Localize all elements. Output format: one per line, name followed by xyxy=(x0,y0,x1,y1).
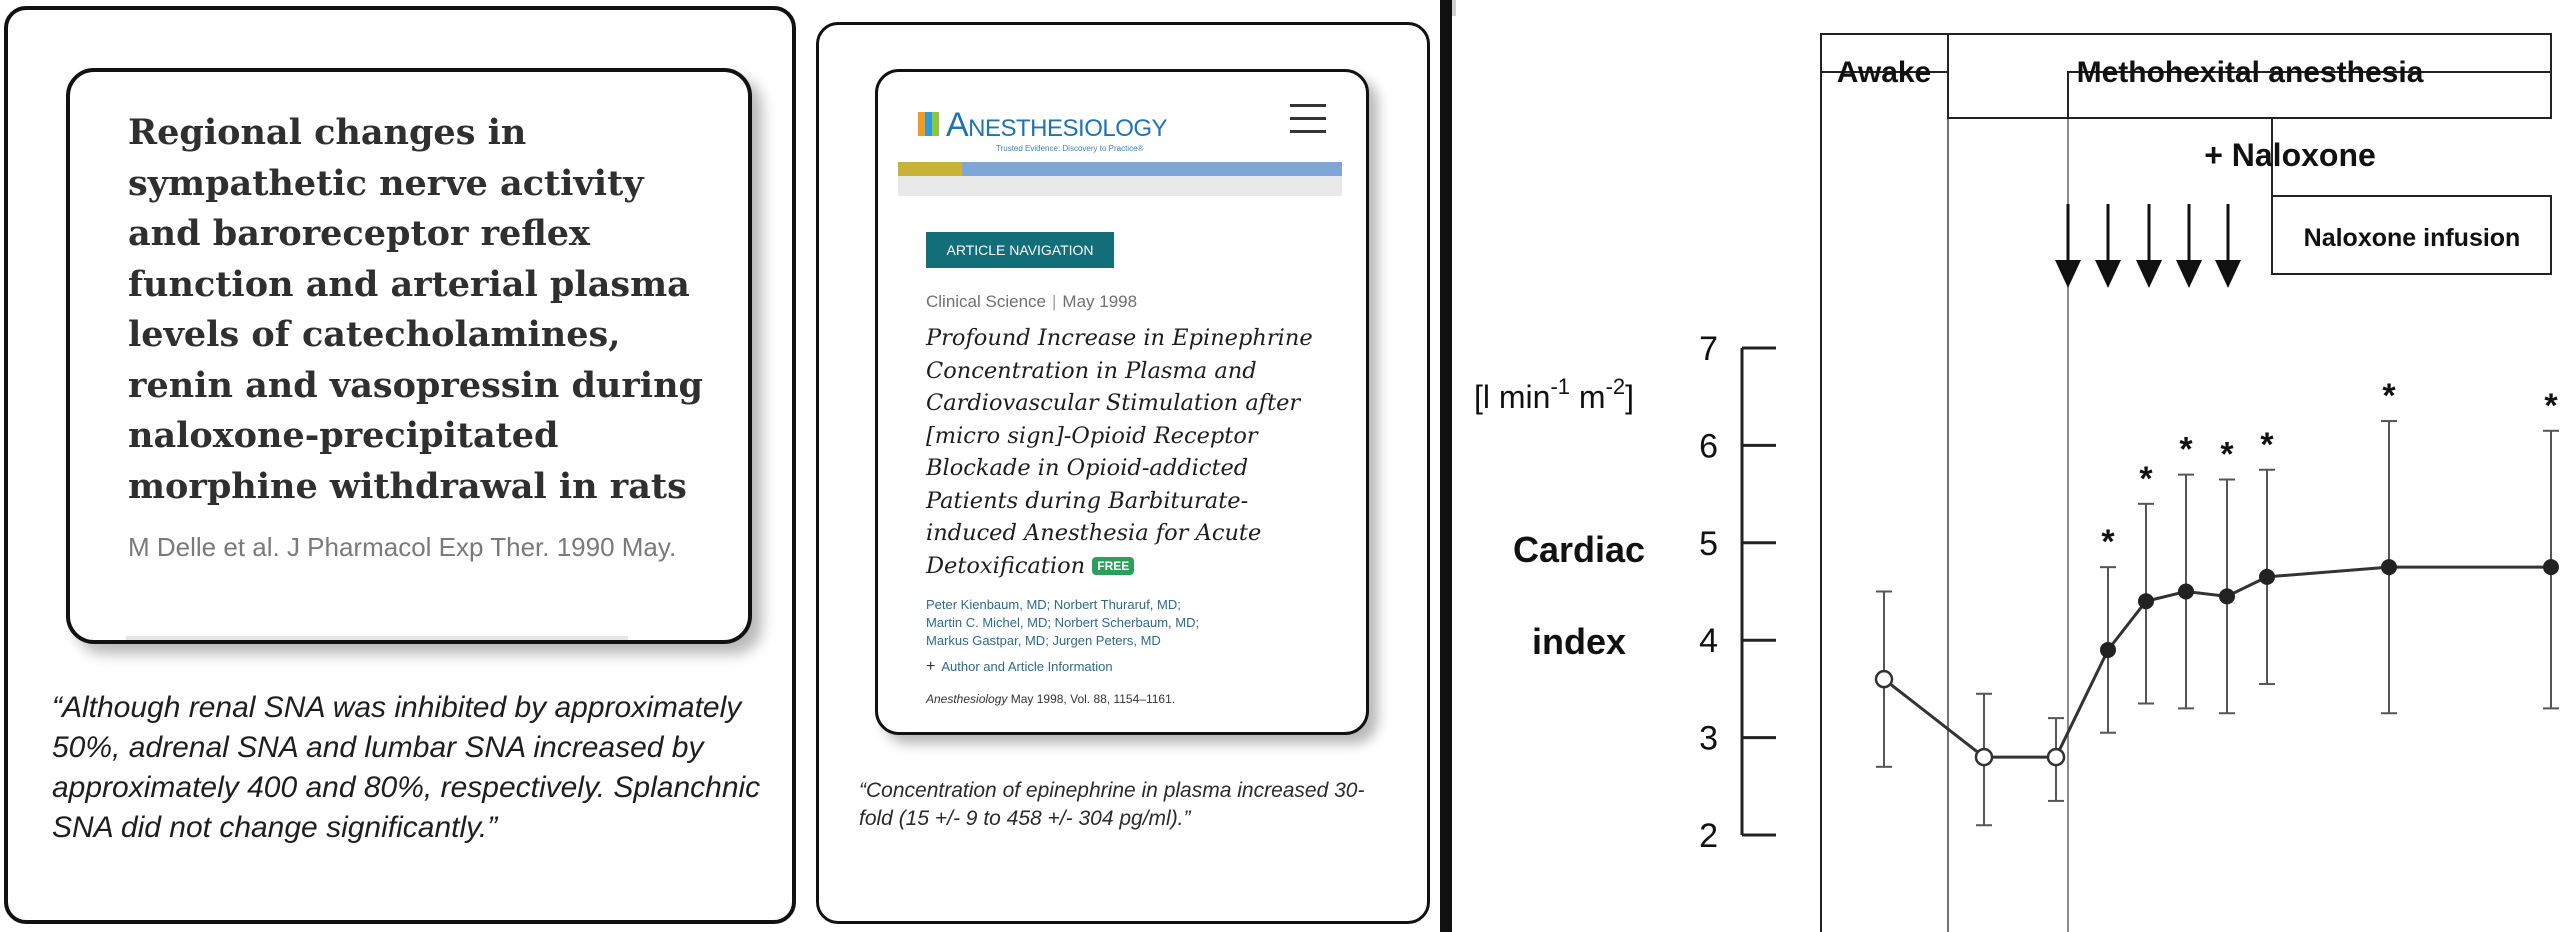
data-point xyxy=(2543,559,2559,575)
significance-marker: * xyxy=(2220,435,2234,474)
arrow-head xyxy=(2136,260,2162,288)
author-info-label: Author and Article Information xyxy=(941,659,1113,674)
significance-marker: * xyxy=(2260,425,2274,464)
phase-infusion-label: Naloxone infusion xyxy=(2303,224,2521,252)
journal-logo-icon xyxy=(918,112,940,136)
panel-divider xyxy=(1440,0,1452,932)
article-title[interactable] xyxy=(926,322,1326,582)
y-tick-label: 3 xyxy=(1699,719,1718,758)
data-point-open xyxy=(2048,749,2064,765)
y-axis-units: [l $\min^{-1} m^{-2}$] xyxy=(1474,374,1635,415)
cardiac-index-chart xyxy=(1456,0,2574,932)
significance-marker: * xyxy=(2139,459,2153,498)
author-info-toggle[interactable] xyxy=(926,658,1113,676)
article-title-text: Profound Increase in Epinephrine Concentration in Plasma and Cardiovascular Stimulation after [micro sign]-Opioid Receptor Blockade in Opioid-addicted Patients during Barbiturate-induced Anesthesia for Acute Detoxification xyxy=(926,325,1313,579)
naloxone-bolus-arrows xyxy=(2055,204,2241,288)
panel-anesthesiology-article xyxy=(816,22,1430,924)
header-gray-bar xyxy=(898,176,1342,196)
panel-abstract-rats xyxy=(4,6,796,924)
journal-tagline: Trusted Evidence: Discovery to Practice® xyxy=(996,144,1144,153)
significance-marker: * xyxy=(2101,523,2115,562)
data-point-open xyxy=(1876,671,1892,687)
article-title[interactable]: Regional changes in sympathetic nerve activity and baroreceptor reflex function and arterial plasma levels of catecholamines, renin and vasopressin during naloxone-precipitated morphine withdrawal in rats xyxy=(128,112,704,507)
journal-name: Anesthesiology xyxy=(926,692,1008,706)
data-point xyxy=(2178,584,2194,600)
significance-marker: * xyxy=(2382,377,2396,416)
plus-icon: + xyxy=(926,658,936,675)
journal-issue: May 1998, Vol. 88, 1154–1161. xyxy=(1010,692,1176,706)
header-color-bar xyxy=(898,162,1342,176)
journal-citation xyxy=(926,692,1175,706)
author-link[interactable]: Martin C. Michel, MD; xyxy=(926,615,1051,630)
arrow-head xyxy=(2055,260,2081,288)
phase-naloxone-label: + Naloxone xyxy=(2204,137,2376,173)
panel-cardiac-index-figure xyxy=(1456,0,2574,932)
journal-brand[interactable]: Anesthesiology xyxy=(946,106,1168,144)
data-point xyxy=(2138,593,2154,609)
data-point-open xyxy=(1976,749,1992,765)
article-meta: Clinical Science | May 1998 xyxy=(926,292,1138,311)
quote-text: “Concentration of epinephrine in plasma increased 30-fold (15 +/- 9 to 458 +/- 304 pg/ml).” xyxy=(859,779,1365,830)
y-tick-label: 2 xyxy=(1699,817,1718,855)
cardiac-index-plot xyxy=(1876,377,2559,825)
article-citation: M Delle et al. J Pharmacol Exp Ther. 1990 May. xyxy=(128,532,677,562)
author-list xyxy=(926,596,1346,650)
arrow-head xyxy=(2095,260,2121,288)
y-axis-ticks xyxy=(1699,330,1776,855)
arrow-head xyxy=(2176,260,2202,288)
y-tick-label: 6 xyxy=(1699,427,1718,466)
free-badge: FREE xyxy=(1092,557,1134,575)
data-point xyxy=(2219,588,2235,604)
phase-anesthesia-label: Methohexital anesthesia xyxy=(2076,56,2424,89)
data-point xyxy=(2259,569,2275,585)
card-divider xyxy=(126,636,628,640)
phase-awake-label: Awake xyxy=(1836,56,1932,89)
article-date: May 1998 xyxy=(1062,292,1138,311)
y-axis-label-line1: Cardiac xyxy=(1512,529,1646,570)
y-tick-label: 7 xyxy=(1699,330,1718,368)
arrow-head xyxy=(2215,260,2241,288)
data-point xyxy=(2100,642,2116,658)
article-navigation-button[interactable]: ARTICLE NAVIGATION xyxy=(926,232,1114,268)
author-link[interactable]: Norbert Scherbaum, MD; xyxy=(1054,615,1200,630)
y-tick-label: 4 xyxy=(1699,622,1718,661)
author-link[interactable]: Jurgen Peters, MD xyxy=(1052,633,1161,648)
significance-marker: * xyxy=(2544,386,2558,425)
phone-screen xyxy=(875,69,1369,735)
article-category: Clinical Science xyxy=(926,292,1046,311)
y-axis-label-line2: index xyxy=(1531,621,1627,662)
significance-marker: * xyxy=(2179,430,2193,469)
quote-text: “Although renal SNA was inhibited by approximately 50%, adrenal SNA and lumbar SNA increased by approximately 400 and 80%, respectively. Splanchnic SNA did not change significantly.” xyxy=(52,691,761,844)
y-tick-label: 5 xyxy=(1699,524,1718,563)
hamburger-menu-icon[interactable] xyxy=(1290,104,1326,134)
author-link[interactable]: Peter Kienbaum, MD; xyxy=(926,597,1051,612)
article-card[interactable] xyxy=(66,68,752,644)
author-link[interactable]: Markus Gastpar, MD; xyxy=(926,633,1049,648)
data-point xyxy=(2381,559,2397,575)
author-link[interactable]: Norbert Thuraruf, MD; xyxy=(1053,597,1181,612)
